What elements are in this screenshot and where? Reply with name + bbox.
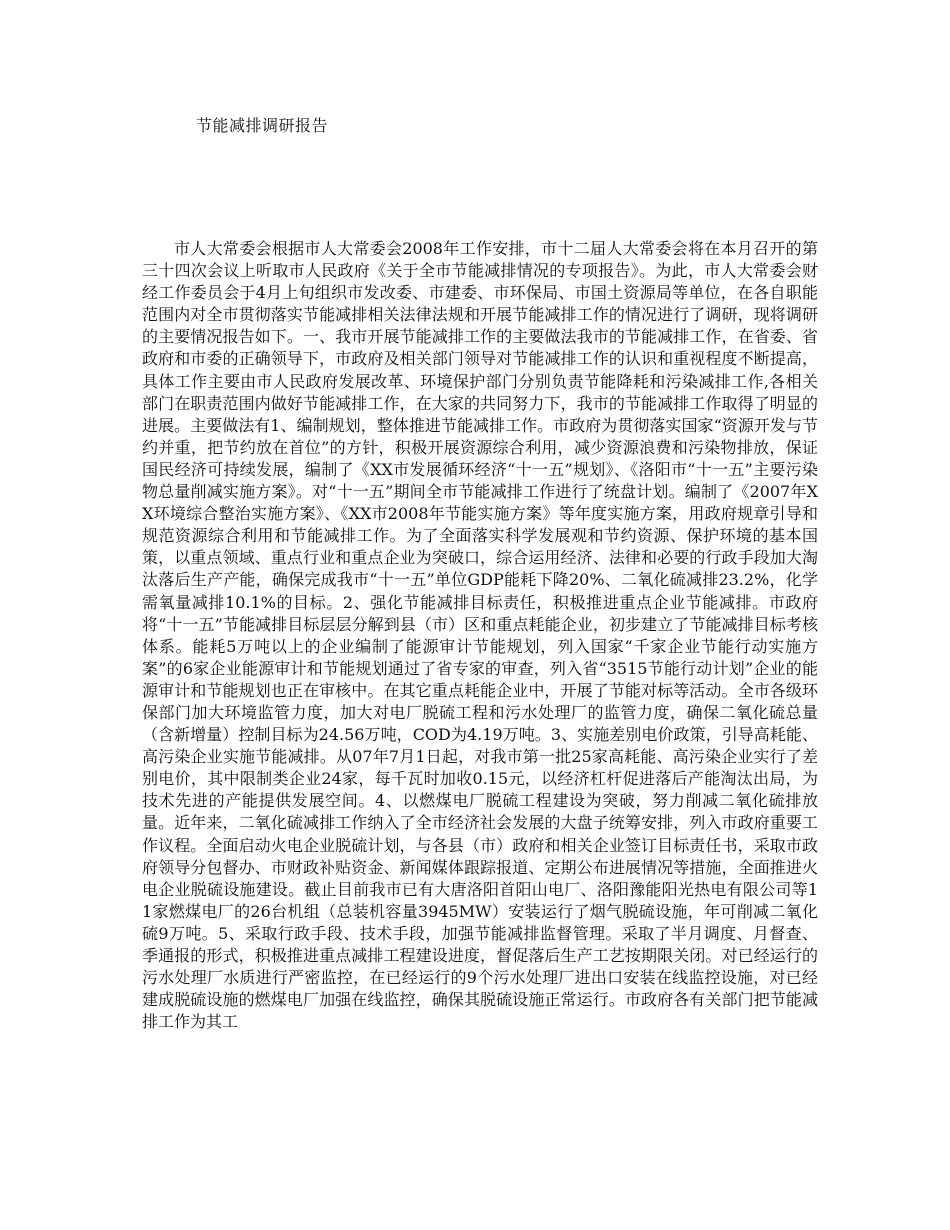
document-body-paragraph: 市人大常委会根据市人大常委会2008年工作安排，市十二届人大常委会将在本月召开的第三十四次会议上听取市人民政府《关于全市节能减排情况的专项报告》。为此，市人大常委会财经工作委员会于4月上旬组织市发改委、市建委、市环保局、市国土资源局等单位，在各自职能范围内对全市贯彻落实节能减排相关法律法规和开展节能减排工作的情况进行了调研，现将调研的主要情况报告如下。一、我市开展节能减排工作的主要做法我市的节能减排工作，在省委、省政府和市委的正确领导下，市政府及相关部门领导对节能减排工作的认识和重视程度不断提高，具体工作主要由市人民政府发展改革、环境保护部门分别负责节能降耗和污染减排工作,各相关部门在职责范围内做好节能减排工作，在大家的共同努力下，我市的节能减排工作取得了明显的进展。主要做法有1、编制规划，整体推进节能减排工作。市政府为贯彻落实国家“资源开发与节约并重，把节约放在首位”的方针，积极开展资源综合利用，减少资源浪费和污染物排放，保证国民经济可持续发展，编制了《XX市发展循环经济“十一五”规划》、《洛阳市“十一五”主要污染物总量削减实施方案》。对“十一五”期间全市节能减排工作进行了统盘计划。编制了《2007年XX环境综合整治实施方案》、《XX市2008年节能实施方案》等年度实施方案，用政府规章引导和规范资源综合利用和节能减排工作。为了全面落实科学发展观和节约资源、保护环境的基本国策，以重点领域、重点行业和重点企业为突破口，综合运用经济、法律和必要的行政手段加大淘汰落后生产产能，确保完成我市“十一五”单位GDP能耗下降20%、二氧化硫减排23.2%，化学需氧量减排10.1%的目标。2、强化节能减排目标责任，积极推进重点企业节能减排。市政府将“十一五”节能减排目标层层分解到县（市）区和重点耗能企业，初步建立了节能减排目标考核体系。能耗5万吨以上的企业编制了能源审计节能规划，列入国家“千家企业节能行动实施方案”的6家企业能源审计和节能规划通过了省专家的审查，列入省“3515节能行动计划”企业的能源审计和节能规划也正在审核中。在其它重点耗能企业中，开展了节能对标等活动。全市各级环保部门加大环境监管力度，加大对电厂脱硫工程和污水处理厂的监管力度，确保二氧化硫总量（含新增量）控制目标为24.56万吨，COD为4.19万吨。3、实施差别电价政策，引导高耗能、高污染企业实施节能减排。从07年7月1日起，对我市第一批25家高耗能、高污染企业实行了差别电价，其中限制类企业24家，每千瓦时加收0.15元，以经济杠杆促进落后产能淘汰出局，为技术先进的产能提供发展空间。4、以燃煤电厂脱硫工程建设为突破，努力削减二氧化硫排放量。近年来，二氧化硫减排工作纳入了全市经济社会发展的大盘子统筹安排，列入市政府重要工作议程。全面启动火电企业脱硫计划，与各县（市）政府和相关企业签订目标责任书，采取市政府领导分包督办、市财政补贴资金、新闻媒体跟踪报道、定期公布进展情况等措施，全面推进火电企业脱硫设施建设。截止目前我市已有大唐洛阳首阳山电厂、洛阳豫能阳光热电有限公司等11家燃煤电厂的26台机组（总装机容量3945MW）安装运行了烟气脱硫设施，年可削减二氧化硫9万吨。5、采取行政手段、技术手段，加强节能减排监督管理。采取了半月调度、月督查、季通报的形式，积极推进重点减排工程建设进度，督促落后生产工艺按期限关闭。对已经运行的污水处理厂水质进行严密监控，在已经运行的9个污水处理厂进出口安装在线监控设施，对已经建成脱硫设施的燃煤电厂加强在线监控，确保其脱硫设施正常运行。市政府各有关部门把节能减排工作为其工 bbox=[142, 239, 818, 1032]
document-title: 节能减排调研报告 bbox=[196, 116, 329, 135]
